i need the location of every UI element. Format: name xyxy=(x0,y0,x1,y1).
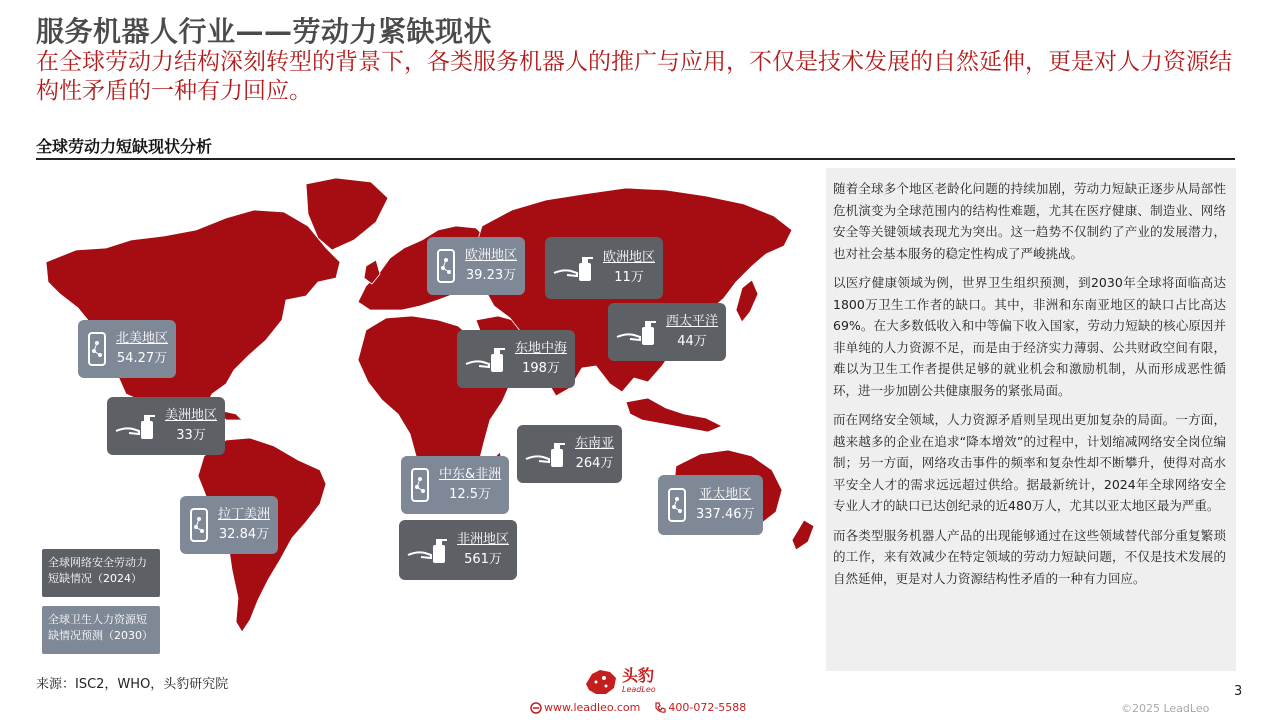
website-link[interactable] xyxy=(530,701,640,714)
section-title: 全球劳动力短缺现状分析 xyxy=(36,137,213,156)
phone-network-icon xyxy=(435,248,457,284)
region-name: 欧洲地区 xyxy=(603,250,656,265)
hand-sanitizer-icon xyxy=(115,408,157,444)
region-name: 欧洲地区 xyxy=(465,248,518,263)
legend-health: 全球卫生人力资源短缺情况预测（2030） xyxy=(42,606,160,654)
japan-shape xyxy=(736,280,758,322)
hand-sanitizer-icon xyxy=(553,250,595,286)
contact-info xyxy=(530,701,746,714)
hand-sanitizer-icon xyxy=(465,341,507,377)
region-name: 亚太地区 xyxy=(699,487,752,502)
section-divider xyxy=(36,158,1235,160)
phone-network-icon xyxy=(666,487,688,523)
region-value: 12.5万 xyxy=(449,487,492,502)
phone-text: 400-072-5588 xyxy=(668,701,747,714)
new-zealand-shape xyxy=(792,520,814,550)
page-title: 服务机器人行业——劳动力紧缺现状 xyxy=(36,15,493,48)
website-text: www.leadleo.com xyxy=(544,701,641,714)
analysis-panel xyxy=(826,168,1236,671)
region-name: 非洲地区 xyxy=(457,532,510,547)
region-value: 32.84万 xyxy=(218,527,270,542)
region-value: 11万 xyxy=(614,270,644,285)
hand-sanitizer-icon xyxy=(407,532,449,568)
phone-link[interactable] xyxy=(654,701,746,714)
region-value: 39.23万 xyxy=(465,268,517,283)
region-value: 264万 xyxy=(575,456,614,471)
region-name: 东地中海 xyxy=(515,341,568,356)
region-value: 54.27万 xyxy=(116,351,168,366)
analysis-paragraph: 而在网络安全领域，人力资源矛盾则呈现出更加复杂的局面。一方面，越来越多的企业在追求“降本增效”的过程中，计划缩减网络安全岗位编制；另一方面，网络攻击事件的频率和复杂性却不断攀升，使得对高水平安全人才的需求远远超过供给。据最新统计，2024年全球网络安全专业人才的缺口已达创纪录的近480万人，尤其以亚太地区最为严重。 xyxy=(833,412,1226,513)
region-value: 44万 xyxy=(677,334,707,349)
hand-sanitizer-icon xyxy=(525,436,567,472)
region-tag-americas xyxy=(107,397,225,455)
region-tag-eastern-mediterranean xyxy=(457,330,575,388)
phone-network-icon xyxy=(86,331,108,367)
region-name: 东南亚 xyxy=(575,436,615,451)
globe-e-icon xyxy=(530,702,542,714)
southeast-asia-islands-shape xyxy=(626,398,722,432)
analysis-paragraph: 以医疗健康领域为例，世界卫生组织预测，到2030年全球将面临高达1800万卫生工作者的缺口。其中，非洲和东南亚地区的缺口占比高达69%。在大多数低收入和中等偏下收入国家，劳动力短缺的核心原因并非单纯的人力资源不足，而是由于经济实力薄弱、公共财政空间有限，难以为卫生工作者提供足够的就业机会和激励机制，从而形成恶性循环，进一步加剧公共健康服务的紧张局面。 xyxy=(833,275,1226,398)
region-tag-middle-east-africa xyxy=(401,456,509,514)
region-value: 33万 xyxy=(176,428,206,443)
logo-cn: 头豹 xyxy=(622,666,655,685)
region-name: 拉丁美洲 xyxy=(218,507,271,522)
leadleo-logo xyxy=(584,666,656,696)
legend-cybersecurity: 全球网络安全劳动力短缺情况（2024） xyxy=(42,549,160,597)
copyright: ©2025 LeadLeo xyxy=(1121,702,1210,715)
region-name: 中东&非洲 xyxy=(439,467,502,482)
region-name: 北美地区 xyxy=(116,331,169,346)
region-tag-africa xyxy=(399,520,517,580)
region-tag-latin-america xyxy=(180,496,278,554)
region-name: 西太平洋 xyxy=(666,314,719,329)
region-tag-europe-health xyxy=(545,237,663,299)
phone-network-icon xyxy=(409,467,431,503)
region-value: 198万 xyxy=(522,361,560,376)
region-tag-southeast-asia xyxy=(517,425,622,483)
region-name: 美洲地区 xyxy=(165,408,218,423)
region-value: 561万 xyxy=(464,552,502,567)
region-tag-europe-cyber xyxy=(427,237,525,295)
page-number: 3 xyxy=(1234,684,1243,699)
page-subtitle: 在全球劳动力结构深刻转型的背景下，各类服务机器人的推广与应用，不仅是技术发展的自然延伸，更是对人力资源结构性矛盾的一种有力回应。 xyxy=(36,49,1232,104)
source-note: 来源：ISC2，WHO，头豹研究院 xyxy=(36,677,229,692)
logo-en: LeadLeo xyxy=(622,685,656,694)
phone-icon xyxy=(654,702,666,714)
phone-network-icon xyxy=(188,507,210,543)
region-tag-north-america xyxy=(78,320,176,378)
analysis-paragraph: 随着全球多个地区老龄化问题的持续加剧，劳动力短缺正逐步从局部性危机演变为全球范围内的结构性难题，尤其在医疗健康、制造业、网络安全等关键领域表现尤为突出。这一趋势不仅制约了产业的发展潜力，也对社会基本服务的稳定性构成了严峻挑战。 xyxy=(833,181,1226,261)
hand-sanitizer-icon xyxy=(616,314,658,350)
region-tag-asia-pacific xyxy=(658,475,763,535)
region-value: 337.46万 xyxy=(696,507,755,522)
region-tag-western-pacific xyxy=(608,303,726,361)
analysis-paragraph: 而各类型服务机器人产品的出现能够通过在这些领域替代部分重复繁琐的工作，来有效减少在特定领域的劳动力短缺问题，不仅是技术发展的自然延伸，更是对人力资源结构性矛盾的一种有力回应。 xyxy=(833,527,1226,586)
north-america-shape xyxy=(46,210,340,428)
leopard-logo-icon xyxy=(584,666,618,696)
